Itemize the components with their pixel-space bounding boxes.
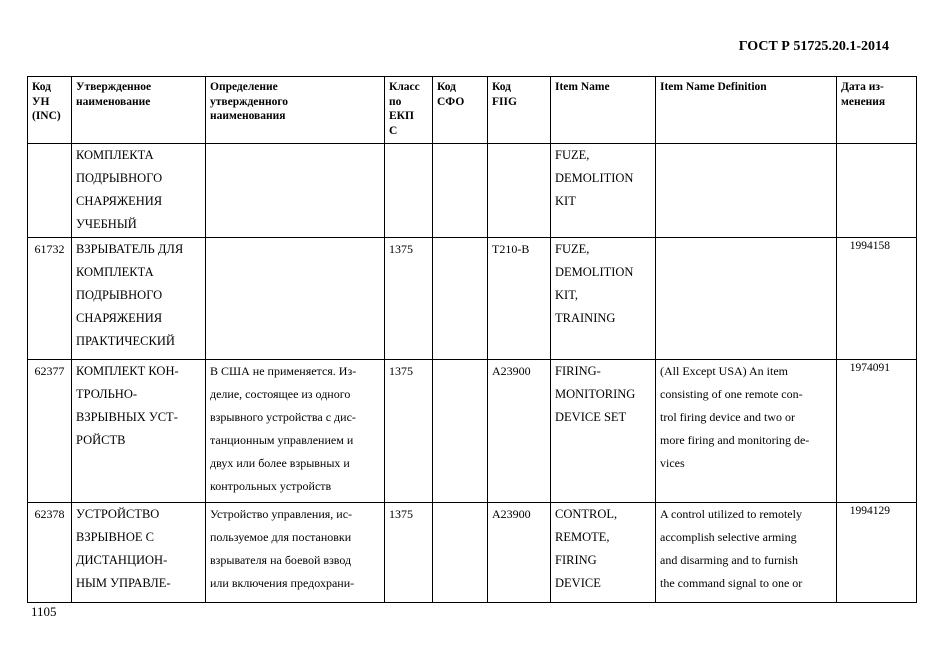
header-fiig-code xyxy=(488,77,551,144)
text-line: контрольных устройств xyxy=(210,479,332,493)
catalog-table xyxy=(27,76,917,603)
text-line: ТРОЛЬНО- xyxy=(76,387,138,401)
text-line: and disarming and to furnish xyxy=(660,553,798,567)
text-line: КОМПЛЕКТ КОН- xyxy=(76,364,179,378)
text-line: Дата из- xyxy=(841,81,884,93)
text-line: ПОДРЫВНОГО xyxy=(76,288,163,302)
text-line: A control utilized to remotely xyxy=(660,507,802,521)
cell-date xyxy=(837,144,917,238)
cell-sfo xyxy=(433,503,488,603)
header-item-name xyxy=(551,77,656,144)
cell-item-definition xyxy=(656,144,837,238)
text-line: ВЗРЫВАТЕЛЬ ДЛЯ xyxy=(76,242,184,256)
cell-item-name xyxy=(551,503,656,603)
header-approved-name-definition xyxy=(206,77,385,144)
cell-sfo xyxy=(433,238,488,360)
text-line: Код xyxy=(437,81,457,93)
text-line: DEMOLITION xyxy=(555,171,634,185)
cell-name xyxy=(72,503,206,603)
cell-code: 62378 xyxy=(28,503,72,603)
text-line: Item Name Definition xyxy=(660,81,767,93)
text-line: TRAINING xyxy=(555,311,616,325)
text-line: KIT, xyxy=(555,288,579,302)
cell-name xyxy=(72,238,206,360)
text-line: УН xyxy=(32,95,50,108)
cell-class xyxy=(385,144,433,238)
text-line: двух или более взрывных и xyxy=(210,456,350,470)
cell-sfo xyxy=(433,360,488,503)
text-line: FUZE, xyxy=(555,242,590,256)
text-line: FUZE, xyxy=(555,148,590,162)
text-line: (All Except USA) An item xyxy=(660,364,788,378)
text-line: КОМПЛЕКТА xyxy=(76,148,154,162)
text-line: КОМПЛЕКТА xyxy=(76,265,154,279)
cell-class: 1375 xyxy=(385,238,433,360)
text-line: ПОДРЫВНОГО xyxy=(76,171,163,185)
cell-item-definition xyxy=(656,503,837,603)
text-line: consisting of one remote con- xyxy=(660,387,803,401)
text-line: Код xyxy=(32,81,52,93)
text-line: REMOTE, xyxy=(555,530,610,544)
cell-date: 1974091 xyxy=(837,360,917,503)
header-item-name-definition xyxy=(656,77,837,144)
cell-item-definition xyxy=(656,238,837,360)
text-line: СНАРЯЖЕНИЯ xyxy=(76,311,163,325)
cell-sfo xyxy=(433,144,488,238)
cell-definition xyxy=(206,503,385,603)
table-header-row xyxy=(28,77,917,144)
header-approved-name xyxy=(72,77,206,144)
text-line: ДИСТАНЦИОН- xyxy=(76,553,168,567)
header-inc-code xyxy=(28,77,72,144)
text-line: Определение xyxy=(210,81,278,93)
page-number: 1105 xyxy=(31,604,57,619)
text-line: делие, состоящее из одного xyxy=(210,387,351,401)
document-standard-header: ГОСТ Р 51725.20.1-2014 xyxy=(738,39,889,54)
text-line: Код xyxy=(492,81,512,93)
text-line: MONITORING xyxy=(555,387,636,401)
cell-date: 1994129 xyxy=(837,503,917,603)
cell-class: 1375 xyxy=(385,360,433,503)
text-line: танционным управлением и xyxy=(210,433,354,447)
text-line: Утвержденное xyxy=(76,81,152,93)
text-line: Item Name xyxy=(555,81,610,93)
text-line: ПРАКТИЧЕСКИЙ xyxy=(76,334,175,348)
text-line: Устройство управления, ис- xyxy=(210,507,353,521)
header-class xyxy=(385,77,433,144)
cell-code: 61732 xyxy=(28,238,72,360)
text-line: менения xyxy=(841,95,886,108)
cell-fiig: A23900 xyxy=(488,360,551,503)
text-line: взрывателя на боевой взвод xyxy=(210,553,352,567)
cell-name xyxy=(72,360,206,503)
text-line: наименование xyxy=(76,95,151,108)
cell-definition xyxy=(206,144,385,238)
text-line: more firing and monitoring de- xyxy=(660,433,810,447)
cell-name xyxy=(72,144,206,238)
cell-fiig: T210-B xyxy=(488,238,551,360)
cell-item-name xyxy=(551,238,656,360)
text-line: (INC) xyxy=(32,110,61,122)
cell-code xyxy=(28,144,72,238)
text-line: взрывного устройства с дис- xyxy=(210,410,356,424)
cell-fiig: A23900 xyxy=(488,503,551,603)
text-line: KIT xyxy=(555,194,576,208)
text-line: the command signal to one or xyxy=(660,576,803,590)
text-line: РОЙСТВ xyxy=(76,433,126,447)
text-line: ЕКП xyxy=(389,110,414,122)
header-sfo-code xyxy=(433,77,488,144)
cell-item-name xyxy=(551,360,656,503)
text-line: НЫМ УПРАВЛЕ- xyxy=(76,576,171,590)
text-line: DEMOLITION xyxy=(555,265,634,279)
text-line: СНАРЯЖЕНИЯ xyxy=(76,194,163,208)
cell-item-name xyxy=(551,144,656,238)
text-line: СФО xyxy=(437,95,465,108)
text-line: FIIG xyxy=(492,95,517,108)
text-line: УЧЕБНЫЙ xyxy=(76,217,137,231)
text-line: наименования xyxy=(210,110,286,122)
text-line: утвержденного xyxy=(210,95,289,108)
text-line: С xyxy=(389,124,398,137)
cell-code: 62377 xyxy=(28,360,72,503)
text-line: FIRING- xyxy=(555,364,601,378)
text-line: CONTROL, xyxy=(555,507,618,521)
text-line: по xyxy=(389,95,402,108)
text-line: В США не применяется. Из- xyxy=(210,364,357,378)
text-line: vices xyxy=(660,456,685,470)
table-row xyxy=(28,360,917,503)
cell-definition xyxy=(206,360,385,503)
text-line: ВЗРЫВНОЕ С xyxy=(76,530,154,544)
cell-item-definition xyxy=(656,360,837,503)
text-line: ВЗРЫВНЫХ УСТ- xyxy=(76,410,178,424)
text-line: trol firing device and two or xyxy=(660,410,795,424)
text-line: DEVICE SET xyxy=(555,410,627,424)
text-line: accomplish selective arming xyxy=(660,530,797,544)
table-row xyxy=(28,238,917,360)
text-line: DEVICE xyxy=(555,576,601,590)
cell-class: 1375 xyxy=(385,503,433,603)
table-row xyxy=(28,503,917,603)
text-line: УСТРОЙСТВО xyxy=(76,507,160,521)
table-row xyxy=(28,144,917,238)
cell-definition xyxy=(206,238,385,360)
text-line: пользуемое для постановки xyxy=(210,530,352,544)
text-line: или включения предохрани- xyxy=(210,576,355,590)
text-line: FIRING xyxy=(555,553,597,567)
cell-date: 1994158 xyxy=(837,238,917,360)
header-change-date xyxy=(837,77,917,144)
cell-fiig xyxy=(488,144,551,238)
text-line: Класс xyxy=(389,81,420,93)
